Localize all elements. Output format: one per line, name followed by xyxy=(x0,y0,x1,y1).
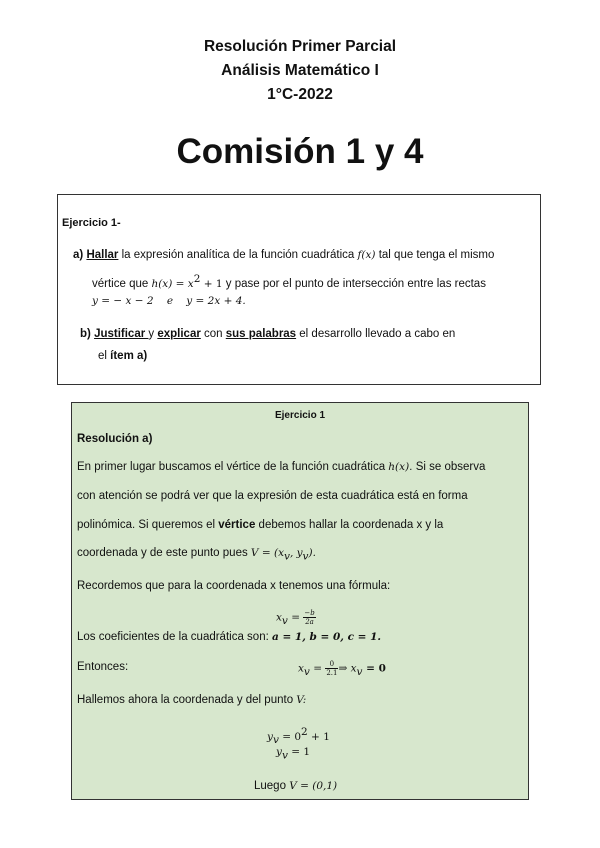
item-b-text: con xyxy=(200,328,226,340)
item-a-text: tal que tenga el mismo xyxy=(375,249,495,261)
item-a-text: y pase por el punto de intersección entre las rectas xyxy=(222,277,486,290)
math-sub: v xyxy=(284,550,290,563)
denominator: 2.1 xyxy=(326,669,338,677)
math-arrow: ⇒ x xyxy=(338,662,357,675)
resolution-box xyxy=(71,402,529,800)
header-line-1: Resolución Primer Parcial xyxy=(203,38,397,55)
page-title: Comisión 1 y 4 xyxy=(176,132,424,171)
text: Luego xyxy=(254,780,290,792)
math-line-1: y = − x − 2 xyxy=(92,295,154,307)
item-a-line-2 xyxy=(92,273,486,290)
fraction xyxy=(325,660,338,677)
resolution-p2: con atención se podrá ver que la expresión de esta cuadrática está en forma xyxy=(77,490,468,502)
numerator: 0 xyxy=(325,660,338,669)
resolution-subheading: Resolución a) xyxy=(77,433,153,445)
formula-yv-calc xyxy=(267,726,330,746)
item-b-text: el xyxy=(98,350,111,362)
math-sub: v xyxy=(302,550,309,563)
math: = 1 xyxy=(287,746,311,758)
math: = 0 xyxy=(362,662,386,675)
item-a-text: la expresión analítica de la función cuadrática xyxy=(118,249,358,261)
math: V: xyxy=(296,694,307,706)
math: y xyxy=(276,746,282,758)
math-sub: v xyxy=(303,665,310,678)
item-b-line-1 xyxy=(80,328,455,340)
resolution-p4 xyxy=(77,547,316,562)
resolution-p7: Entonces: xyxy=(77,661,129,673)
math: = xyxy=(309,662,326,675)
text: Hallemos ahora la coordenada y del punto xyxy=(77,694,297,706)
explicar-word: explicar xyxy=(157,328,201,340)
resolution-heading: Ejercicio 1 xyxy=(274,410,326,421)
item-b-line-2 xyxy=(98,350,147,362)
math-fx: f(x) xyxy=(357,249,376,261)
item-a-text: vértice que xyxy=(92,277,152,290)
resolution-p5: Recordemos que para la coordenada x tenemos una fórmula: xyxy=(77,580,391,592)
math-e: e xyxy=(166,295,174,307)
formula-xv xyxy=(276,609,316,627)
math: V = (x xyxy=(250,547,284,559)
vertice-word: vértice xyxy=(218,519,256,531)
coefficients: a = 1, b = 0, c = 1. xyxy=(271,631,382,643)
math-sub: v xyxy=(272,734,279,747)
header-line-3: 1°C-2022 xyxy=(267,86,333,103)
denominator: 2a xyxy=(305,618,314,626)
text: polinómica. Si queremos el xyxy=(77,519,219,531)
fraction xyxy=(303,609,315,626)
numerator: −b xyxy=(304,609,315,617)
item-a-line-3 xyxy=(92,295,246,307)
math: x xyxy=(298,662,304,675)
math-hx: h(x) = x xyxy=(151,277,194,290)
resolution-p8 xyxy=(77,694,306,706)
resolution-p1 xyxy=(77,461,485,473)
justificar-word: Justificar xyxy=(94,328,149,340)
conclusion xyxy=(254,780,337,792)
math-hx: h(x). xyxy=(388,461,413,473)
math-sub: v xyxy=(356,665,363,678)
header-line-2: Análisis Matemático I xyxy=(221,62,379,79)
text: Los coeficientes de la cuadrática son: xyxy=(77,631,272,643)
math-exp: 2 xyxy=(193,273,201,285)
math-line-2: y = 2x + 4. xyxy=(186,295,246,307)
text: coordenada y de este punto pues xyxy=(77,547,251,559)
formula-xv-result xyxy=(298,660,386,678)
sus-palabras-word: sus palabras xyxy=(225,328,297,340)
math-exp: 2 xyxy=(301,726,308,738)
math: = 0 xyxy=(278,730,302,743)
exercise-box xyxy=(57,194,541,385)
resolution-p6 xyxy=(77,631,381,643)
item-a-ref: ítem a) xyxy=(110,350,148,362)
item-b-text: el desarrollo llevado a cabo en xyxy=(296,328,456,340)
math: y xyxy=(267,730,273,743)
math: + 1 xyxy=(307,730,330,743)
item-b-text: y xyxy=(148,328,158,340)
math: x xyxy=(276,611,282,624)
text: Si se observa xyxy=(412,461,486,473)
math: = xyxy=(287,611,304,624)
item-a-label: a) xyxy=(73,249,84,261)
text: En primer lugar buscamos el vértice de la función cuadrática xyxy=(77,461,389,473)
math: V = (0,1) xyxy=(289,780,338,792)
math-sub: v xyxy=(281,614,288,627)
formula-yv-result xyxy=(276,746,310,761)
math-hx-rest: + 1 xyxy=(200,277,223,290)
math: ). xyxy=(308,547,316,559)
text: debemos hallar la coordenada x y la xyxy=(255,519,444,531)
item-a-line-1 xyxy=(73,249,494,261)
hallar-word: Hallar xyxy=(86,249,119,261)
math-sub: v xyxy=(281,749,288,762)
item-b-label: b) xyxy=(80,328,91,340)
resolution-p3 xyxy=(77,519,443,531)
math: , y xyxy=(289,547,303,559)
exercise-heading: Ejercicio 1- xyxy=(62,217,121,229)
